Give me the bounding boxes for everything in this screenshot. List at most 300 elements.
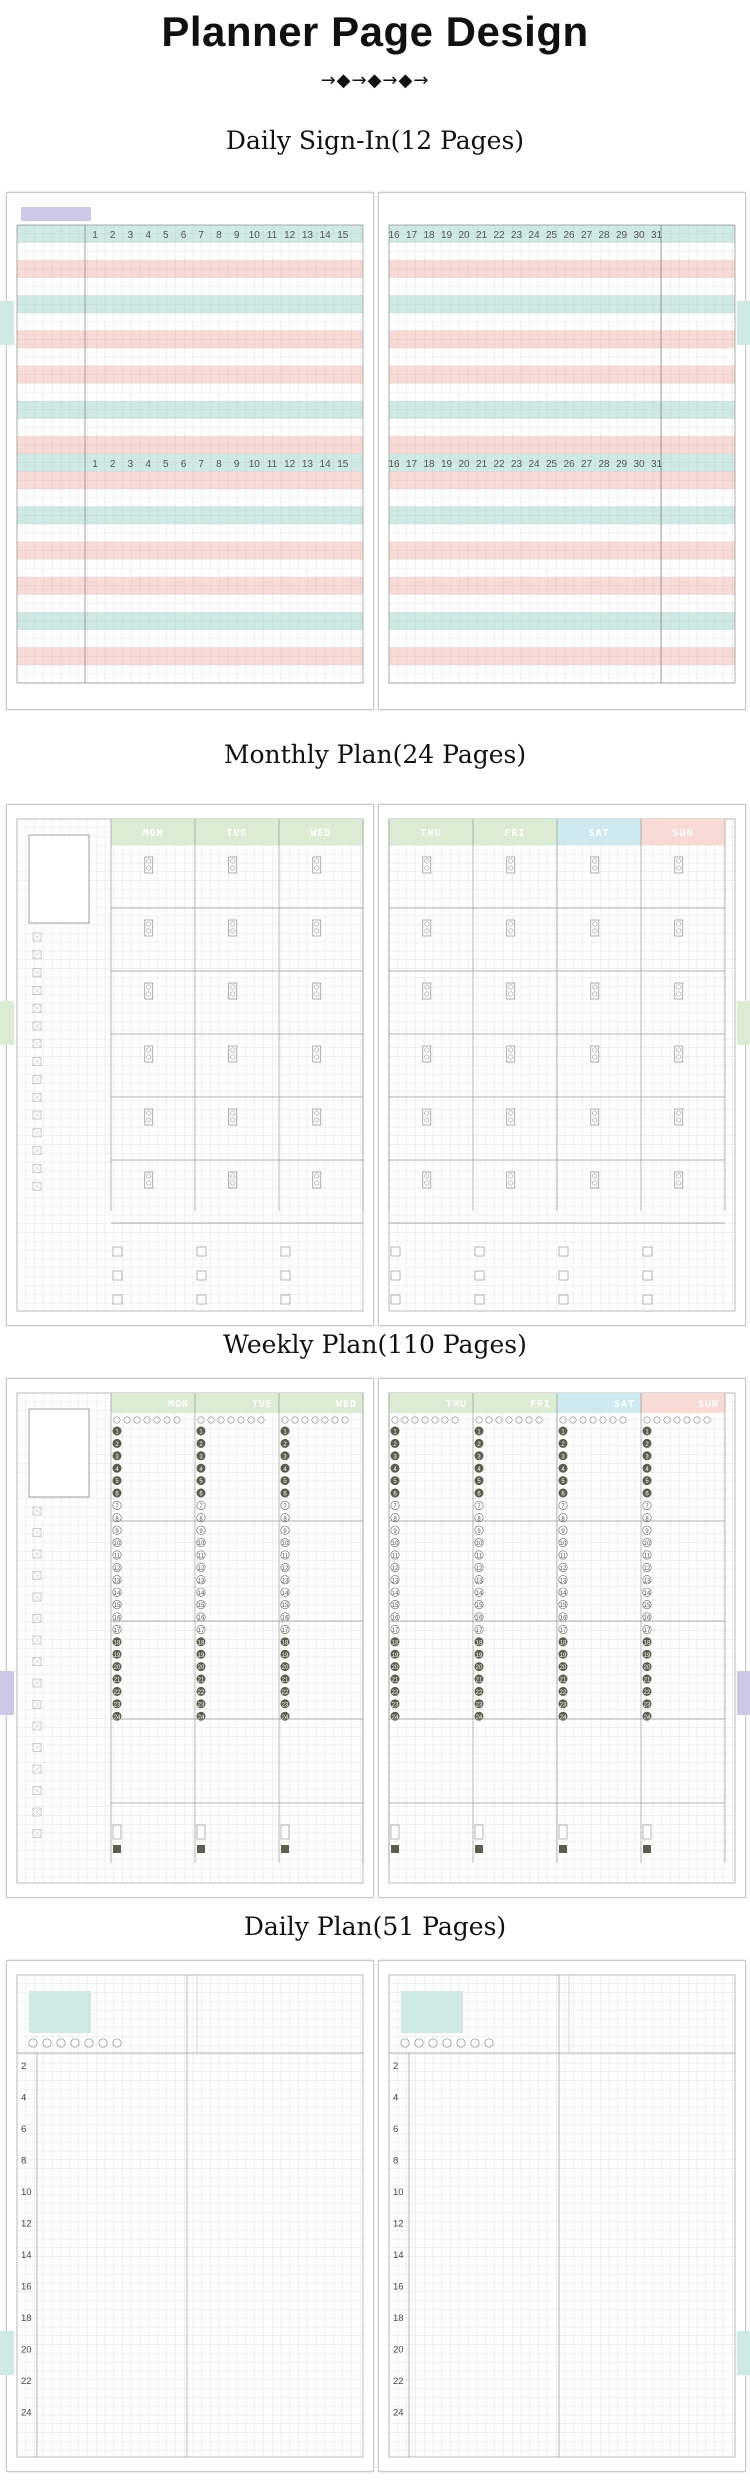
hour-number: 24 [643, 1714, 651, 1721]
hour-number: 1 [561, 1429, 565, 1436]
hour-number: 10 [643, 1541, 651, 1548]
hour-number: 7 [645, 1504, 649, 1510]
weekly-left-tab [0, 1671, 14, 1715]
monthly-right-page [378, 804, 746, 1326]
hour-number: 24 [197, 1714, 205, 1721]
hour-number: 14 [113, 1590, 121, 1597]
hour-number: 9 [645, 1528, 649, 1535]
day-number: 28 [598, 458, 610, 470]
mood-icon [313, 857, 321, 873]
mood-icon [391, 1825, 399, 1839]
weekly-right-tab [737, 1671, 750, 1715]
hour-number: 21 [475, 1677, 483, 1684]
hour-number: 5 [645, 1479, 649, 1486]
mood-icon [145, 1046, 153, 1062]
day-name: THU [445, 1399, 467, 1410]
signin-left-page [6, 192, 374, 710]
day-number: 18 [423, 458, 435, 470]
hour-number: 8 [115, 1516, 119, 1523]
hour-number: 2 [393, 1442, 397, 1448]
star-icon [113, 1845, 121, 1853]
mood-icon [475, 1825, 483, 1839]
hour-label: 16 [393, 2281, 404, 2293]
hour-number: 1 [645, 1429, 649, 1436]
mood-icon [197, 1825, 205, 1839]
weather-icon [228, 1417, 234, 1423]
hour-number: 14 [643, 1590, 651, 1597]
hour-number: 17 [113, 1628, 121, 1634]
hour-number: 1 [199, 1429, 203, 1436]
hour-number: 20 [281, 1665, 289, 1672]
date-box [29, 1991, 91, 2033]
day-number: 29 [615, 230, 628, 241]
day-number: 8 [216, 458, 222, 470]
todo-checkbox [281, 1271, 290, 1280]
day-number: 7 [198, 230, 204, 241]
weekly-left-page [6, 1378, 374, 1898]
mood-icon [675, 857, 683, 873]
weather-icon [124, 1417, 130, 1423]
hour-number: 7 [283, 1504, 287, 1510]
weather-icon [29, 2039, 37, 2047]
day-number: 2 [109, 458, 116, 470]
hour-number: 7 [393, 1504, 397, 1510]
mood-icon [591, 983, 599, 999]
day-number: 27 [580, 230, 593, 241]
label-tag [21, 207, 91, 221]
star-icon [559, 1845, 567, 1853]
hour-label: 16 [21, 2281, 32, 2293]
day-number: 12 [284, 458, 296, 470]
hour-label: 10 [393, 2187, 404, 2198]
day-number: 6 [180, 230, 187, 241]
hour-label: 4 [393, 2092, 399, 2104]
hour-number: 6 [115, 1491, 119, 1498]
hour-number: 19 [197, 1652, 205, 1659]
day-name: SAT [613, 1399, 635, 1410]
hour-number: 9 [561, 1528, 565, 1535]
hour-number: 13 [281, 1578, 289, 1585]
hour-number: 8 [199, 1516, 203, 1523]
hour-number: 23 [559, 1702, 567, 1709]
weather-icon [536, 1417, 542, 1423]
weather-icon [526, 1417, 532, 1423]
weather-icon [312, 1417, 318, 1423]
day-number: 15 [337, 230, 349, 241]
day-name: MON [142, 828, 164, 839]
todo-checkbox [559, 1295, 568, 1304]
todo-checkbox [475, 1271, 484, 1280]
hour-number: 13 [197, 1578, 205, 1585]
daily-frame [17, 1975, 363, 2457]
hour-number: 22 [475, 1690, 483, 1696]
hour-number: 22 [197, 1690, 205, 1696]
signin-right-page [378, 192, 746, 710]
mood-icon [229, 1172, 237, 1188]
day-name: FRI [529, 1399, 551, 1410]
star-icon [475, 1845, 483, 1853]
day-name: MON [167, 1399, 189, 1410]
hour-number: 15 [281, 1603, 289, 1610]
day-number: 31 [650, 458, 663, 470]
day-number: 21 [475, 458, 488, 470]
day-name: THU [420, 828, 442, 839]
day-number: 3 [127, 458, 134, 470]
hour-number: 11 [391, 1553, 399, 1560]
day-number: 30 [633, 230, 645, 241]
mood-icon [507, 1109, 515, 1125]
monthly-left-page [6, 804, 374, 1326]
todo-checkbox [391, 1295, 400, 1304]
weather-icon [71, 2039, 79, 2047]
monthly-left-tab [0, 1001, 14, 1045]
hour-number: 8 [645, 1516, 649, 1523]
hour-number: 7 [115, 1504, 119, 1510]
weekly-right-grid [379, 1379, 745, 1897]
hour-number: 20 [197, 1665, 205, 1672]
weather-icon [402, 1417, 408, 1423]
day-number: 25 [545, 458, 558, 470]
todo-checkbox [197, 1247, 206, 1256]
hour-label: 6 [21, 2124, 27, 2135]
hour-number: 8 [283, 1516, 287, 1523]
mood-icon [507, 857, 515, 873]
todo-checkbox [391, 1247, 400, 1256]
hour-number: 18 [643, 1640, 651, 1647]
hour-number: 16 [391, 1615, 399, 1622]
hour-number: 1 [477, 1429, 481, 1436]
hour-number: 24 [281, 1714, 289, 1721]
mood-icon [675, 983, 683, 999]
hour-label: 12 [21, 2218, 32, 2230]
hour-label: 24 [393, 2407, 404, 2419]
day-number: 9 [233, 458, 240, 470]
hour-number: 21 [643, 1677, 651, 1684]
hour-label: 4 [21, 2092, 27, 2104]
weather-icon [570, 1417, 576, 1423]
hour-label: 12 [393, 2218, 404, 2230]
hour-number: 19 [391, 1652, 399, 1659]
section-title-signin: Daily Sign-In(12 Pages) [225, 126, 525, 155]
hour-number: 16 [559, 1615, 567, 1622]
hour-number: 22 [391, 1690, 399, 1696]
day-number: 22 [493, 458, 505, 470]
weather-icon [154, 1417, 160, 1423]
hour-number: 3 [199, 1454, 203, 1461]
note-strip [187, 1975, 197, 2053]
note-strip [559, 1975, 569, 2053]
weather-icon [134, 1417, 140, 1423]
hour-number: 22 [559, 1690, 567, 1696]
mood-icon [229, 1046, 237, 1062]
todo-checkbox [197, 1271, 206, 1280]
day-name: SAT [588, 828, 610, 839]
day-number: 7 [198, 458, 204, 470]
day-number: 17 [405, 458, 418, 470]
hour-number: 19 [475, 1652, 483, 1659]
hour-number: 13 [113, 1578, 121, 1585]
day-number: 24 [528, 230, 540, 241]
day-number: 16 [388, 230, 400, 241]
weather-icon [457, 2039, 465, 2047]
monthly-right-tab [737, 1001, 750, 1045]
weather-icon [415, 2039, 423, 2047]
hour-number: 19 [559, 1652, 567, 1659]
hour-number: 23 [391, 1702, 399, 1709]
weather-icon [471, 2039, 479, 2047]
daily-right-grid [379, 1961, 745, 2471]
weather-icon [664, 1417, 670, 1423]
hour-number: 6 [561, 1491, 565, 1498]
mood-icon [229, 983, 237, 999]
hour-number: 4 [283, 1466, 287, 1473]
day-number: 11 [266, 230, 278, 241]
signin-left-tab [0, 301, 14, 345]
mood-icon [591, 1046, 599, 1062]
day-number: 13 [301, 230, 313, 241]
hour-label: 18 [21, 2313, 32, 2324]
mood-icon [423, 1172, 431, 1188]
weather-icon [486, 1417, 492, 1423]
todo-checkbox [559, 1271, 568, 1280]
hour-number: 20 [475, 1665, 483, 1672]
hour-number: 17 [643, 1628, 651, 1634]
day-number: 29 [615, 458, 628, 470]
hour-number: 15 [643, 1603, 651, 1610]
day-number: 23 [510, 230, 523, 241]
hour-number: 10 [197, 1541, 205, 1548]
hour-number: 12 [475, 1566, 483, 1572]
hour-number: 7 [477, 1504, 481, 1510]
hour-number: 21 [197, 1677, 205, 1684]
daily-right-tab [737, 2331, 750, 2375]
hour-number: 13 [643, 1578, 651, 1585]
hour-number: 11 [197, 1553, 205, 1560]
hour-number: 15 [113, 1603, 121, 1610]
hour-number: 14 [281, 1590, 289, 1597]
hour-label: 20 [21, 2344, 32, 2356]
hour-number: 3 [115, 1454, 119, 1461]
star-icon [643, 1845, 651, 1853]
hour-label: 8 [393, 2155, 399, 2167]
hour-number: 12 [391, 1566, 399, 1572]
mood-icon [643, 1825, 651, 1839]
mood-icon [591, 1172, 599, 1188]
hour-number: 14 [391, 1590, 399, 1597]
day-number: 9 [233, 230, 240, 241]
hour-number: 9 [115, 1528, 119, 1535]
day-number: 16 [388, 458, 400, 470]
day-number: 23 [510, 458, 523, 470]
hour-number: 10 [113, 1541, 121, 1548]
hour-number: 16 [475, 1615, 483, 1622]
hour-number: 1 [283, 1429, 287, 1436]
hour-number: 19 [281, 1652, 289, 1659]
hour-number: 2 [199, 1442, 203, 1448]
mood-icon [423, 857, 431, 873]
mood-icon [145, 920, 153, 936]
photo-box [29, 835, 89, 923]
todo-checkbox [281, 1295, 290, 1304]
day-number: 11 [266, 458, 278, 470]
day-number: 20 [458, 458, 470, 470]
daily-right-page [378, 1960, 746, 2472]
todo-checkbox [197, 1295, 206, 1304]
hour-number: 5 [477, 1479, 481, 1486]
monthly-left-grid [7, 805, 373, 1325]
hour-label: 10 [21, 2187, 32, 2198]
hour-number: 4 [561, 1466, 565, 1473]
day-number: 26 [563, 230, 575, 241]
hour-number: 21 [113, 1677, 121, 1684]
mood-icon [423, 1109, 431, 1125]
hour-number: 8 [561, 1516, 565, 1523]
hour-number: 23 [197, 1702, 205, 1709]
mood-icon [313, 920, 321, 936]
hour-number: 21 [281, 1677, 289, 1684]
hour-number: 12 [113, 1566, 121, 1572]
todo-checkbox [559, 1247, 568, 1256]
hour-number: 16 [281, 1615, 289, 1622]
mood-icon [229, 920, 237, 936]
hour-number: 12 [559, 1566, 567, 1572]
weather-icon [174, 1417, 180, 1423]
hour-number: 13 [559, 1578, 567, 1585]
weather-icon [208, 1417, 214, 1423]
hour-number: 6 [393, 1491, 397, 1498]
hour-number: 20 [643, 1665, 651, 1672]
mood-icon [423, 920, 431, 936]
hour-number: 16 [197, 1615, 205, 1622]
hour-label: 6 [393, 2124, 399, 2135]
day-number: 1 [92, 230, 98, 241]
hour-label: 14 [393, 2250, 404, 2261]
hour-number: 11 [475, 1553, 483, 1560]
hour-number: 6 [199, 1491, 203, 1498]
hour-number: 4 [393, 1466, 397, 1473]
hour-number: 5 [199, 1479, 203, 1486]
day-name: SUN [697, 1399, 719, 1410]
hour-number: 20 [113, 1665, 121, 1672]
weather-icon [85, 2039, 93, 2047]
hour-number: 3 [645, 1454, 649, 1461]
weather-icon [392, 1417, 398, 1423]
hour-number: 14 [475, 1590, 483, 1597]
hour-label: 22 [393, 2376, 404, 2387]
section-title-monthly: Monthly Plan(24 Pages) [223, 740, 527, 769]
mood-icon [591, 920, 599, 936]
hour-number: 12 [197, 1566, 205, 1572]
hour-number: 1 [115, 1429, 119, 1436]
mood-icon [675, 1046, 683, 1062]
day-number: 2 [109, 230, 116, 241]
monthly-frame [389, 819, 735, 1311]
mood-icon [675, 1172, 683, 1188]
hour-number: 20 [391, 1665, 399, 1672]
mood-icon [313, 1172, 321, 1188]
hour-number: 3 [477, 1454, 481, 1461]
hour-number: 8 [477, 1516, 481, 1523]
hour-number: 22 [643, 1690, 651, 1696]
daily-left-tab [0, 2331, 14, 2375]
day-number: 31 [650, 230, 663, 241]
page-title: Planner Page Design [161, 8, 589, 55]
mood-icon [423, 1046, 431, 1062]
day-number: 25 [545, 230, 558, 241]
photo-box [29, 1409, 89, 1497]
hour-number: 23 [475, 1702, 483, 1709]
weather-icon [580, 1417, 586, 1423]
hour-number: 5 [115, 1479, 119, 1486]
hour-number: 18 [281, 1640, 289, 1647]
hour-number: 14 [197, 1590, 205, 1597]
day-number: 4 [145, 230, 151, 241]
mood-icon [229, 857, 237, 873]
daily-frame [389, 1975, 735, 2457]
mood-icon [313, 1109, 321, 1125]
hour-label: 2 [21, 2061, 27, 2072]
hour-number: 2 [561, 1442, 565, 1448]
todo-checkbox [475, 1295, 484, 1304]
hour-number: 2 [283, 1442, 287, 1448]
weather-icon [443, 2039, 451, 2047]
hour-number: 5 [283, 1479, 287, 1486]
day-number: 20 [458, 230, 470, 241]
hour-number: 6 [283, 1491, 287, 1498]
day-number: 4 [145, 458, 151, 470]
hour-number: 24 [559, 1714, 567, 1721]
day-number: 13 [301, 458, 313, 470]
hour-number: 7 [561, 1504, 565, 1510]
todo-checkbox [281, 1247, 290, 1256]
hour-label: 2 [393, 2061, 399, 2072]
weather-icon [164, 1417, 170, 1423]
day-number: 10 [248, 230, 260, 241]
hour-number: 17 [559, 1628, 567, 1634]
day-number: 24 [528, 458, 540, 470]
weather-icon [332, 1417, 338, 1423]
hour-number: 15 [475, 1603, 483, 1610]
day-name: WED [335, 1399, 357, 1410]
mood-icon [145, 857, 153, 873]
hour-number: 21 [391, 1677, 399, 1684]
weather-icon [412, 1417, 418, 1423]
mood-icon [675, 920, 683, 936]
hour-number: 8 [393, 1516, 397, 1523]
hour-number: 5 [393, 1479, 397, 1486]
mood-icon [559, 1825, 567, 1839]
section-title-daily: Daily Plan(51 Pages) [243, 1912, 507, 1941]
weather-icon [485, 2039, 493, 2047]
day-name: TUE [226, 828, 248, 839]
hour-number: 1 [393, 1429, 397, 1436]
weather-icon [422, 1417, 428, 1423]
hour-number: 17 [281, 1628, 289, 1634]
hour-number: 13 [475, 1578, 483, 1585]
hour-number: 19 [643, 1652, 651, 1659]
weather-icon [113, 2039, 121, 2047]
star-icon [391, 1845, 399, 1853]
hour-number: 17 [475, 1628, 483, 1634]
hour-number: 4 [477, 1466, 481, 1473]
day-number: 30 [633, 458, 645, 470]
day-number: 5 [163, 230, 169, 241]
hour-number: 21 [559, 1677, 567, 1684]
hour-number: 22 [113, 1690, 121, 1696]
day-number: 19 [440, 458, 453, 470]
day-number: 27 [580, 458, 593, 470]
hour-number: 4 [199, 1466, 203, 1473]
